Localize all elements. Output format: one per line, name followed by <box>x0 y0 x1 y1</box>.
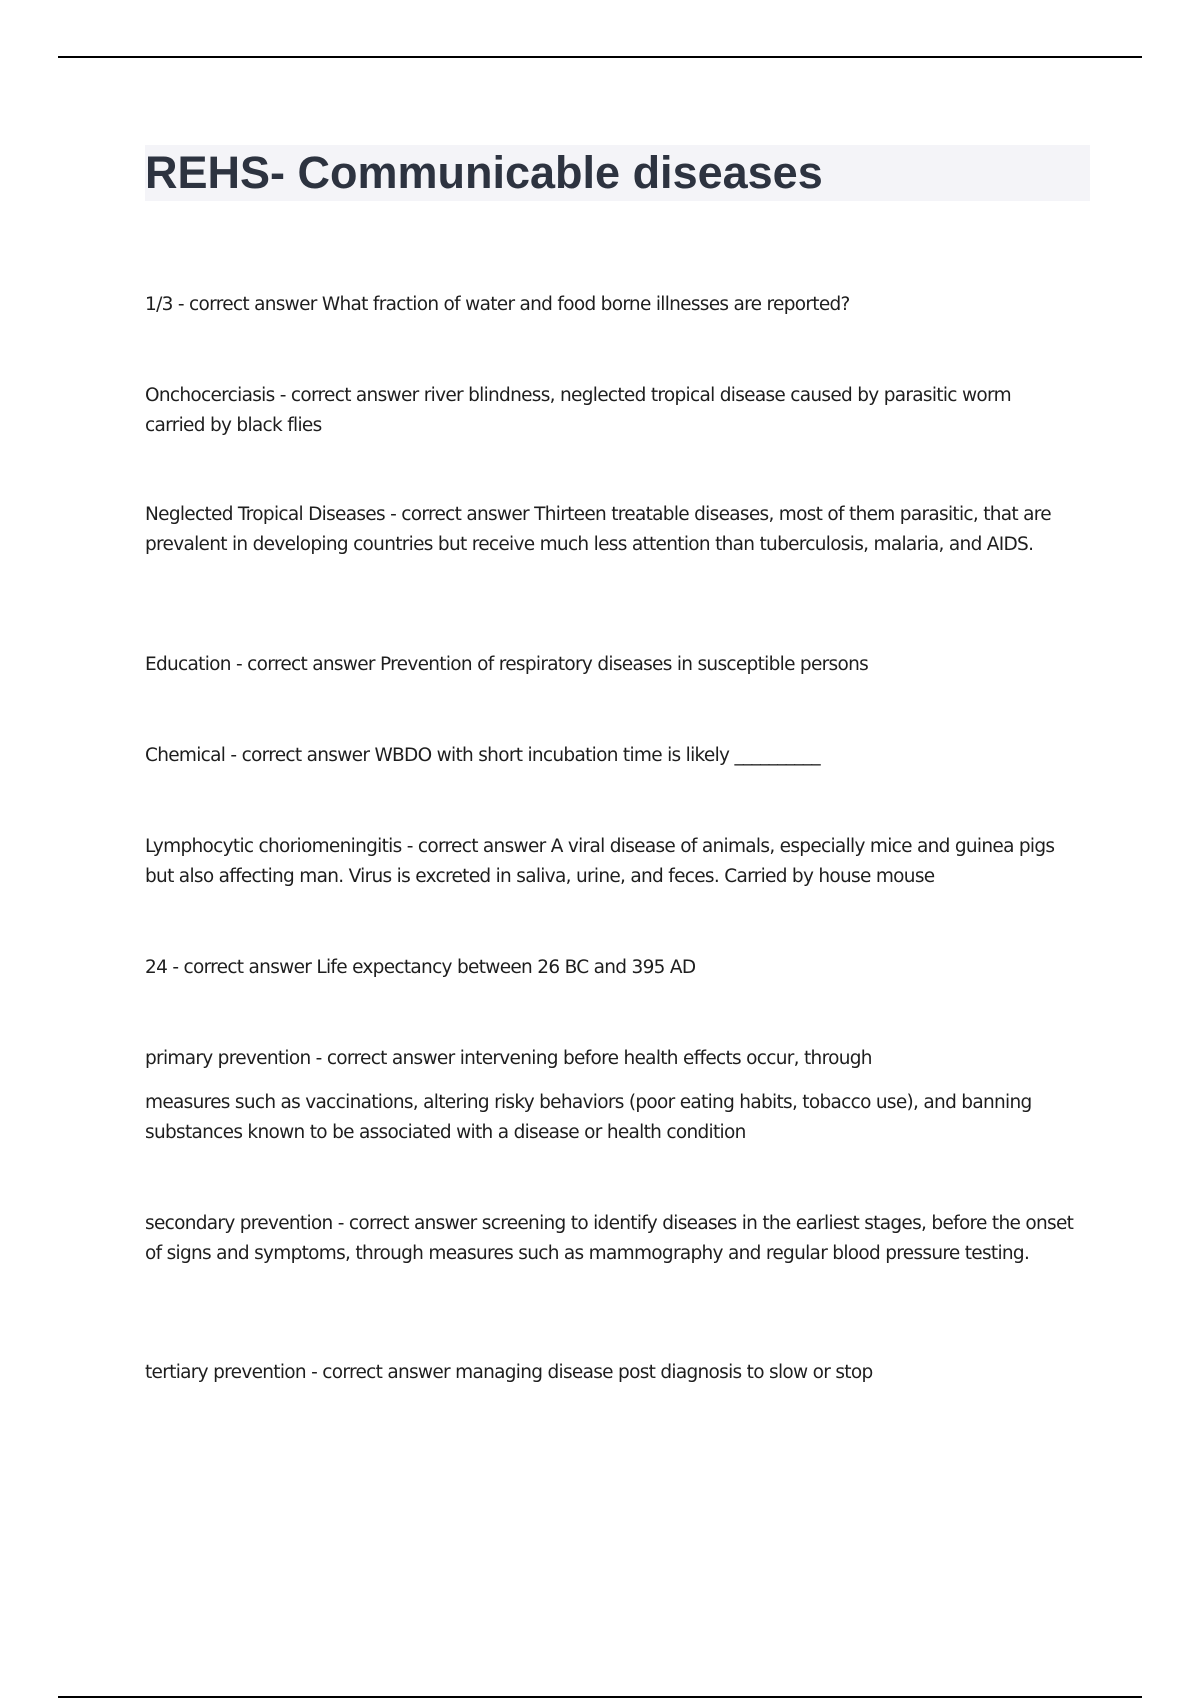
qa-item-6 <box>145 832 1075 892</box>
qa-item-3 <box>145 500 1075 560</box>
qa-item-8 <box>145 1044 1075 1148</box>
bottom-rule <box>58 1696 1142 1698</box>
qa-term: Neglected Tropical Diseases <box>145 504 385 525</box>
qa-definition: What fraction of water and food borne illnesses are reported? <box>321 294 850 315</box>
qa-separator: - correct answer <box>310 1048 460 1069</box>
qa-item-10 <box>145 1358 1075 1388</box>
qa-item-2 <box>145 381 1075 441</box>
qa-term: 24 <box>145 957 168 978</box>
qa-term: Lymphocytic choriomeningitis <box>145 836 402 857</box>
qa-definition: Life expectancy between 26 BC and 395 AD <box>316 957 696 978</box>
qa-separator: - correct answer <box>384 504 535 525</box>
qa-separator: - correct answer <box>401 836 551 857</box>
qa-definition: managing disease post diagnosis to slow or stop <box>455 1362 873 1383</box>
qa-definition: screening to identify diseases in the earliest stages, before the onset of signs and symptoms, through measures such as mammography and regular blood pressure testing. <box>145 1213 1074 1264</box>
qa-item-1 <box>145 290 1075 320</box>
qa-definition: intervening before health effects occur, through <box>459 1048 872 1069</box>
qa-separator: - correct answer <box>225 745 375 766</box>
qa-item-7 <box>145 953 1075 983</box>
qa-separator: - correct answer <box>230 654 381 675</box>
qa-term: primary prevention <box>145 1048 311 1069</box>
qa-definition: WBDO with short incubation time is likely __________ <box>374 745 820 766</box>
top-rule <box>58 56 1142 58</box>
qa-separator: - correct answer <box>172 294 322 315</box>
qa-term: Education <box>145 654 231 675</box>
qa-separator: - correct answer <box>167 957 317 978</box>
qa-term: tertiary prevention <box>145 1362 306 1383</box>
qa-separator: - correct answer <box>274 385 424 406</box>
qa-term: 1/3 <box>145 294 173 315</box>
qa-definition-continuation: measures such as vaccinations, altering risky behaviors (poor eating habits, tobacco use), and banning substances known to be associated with a disease or health condition <box>145 1092 1032 1143</box>
qa-definition: river blindness, neglected tropical disease caused by parasitic worm carried by black flies <box>145 385 1011 436</box>
qa-item-9 <box>145 1209 1075 1269</box>
qa-term: Onchocerciasis <box>145 385 275 406</box>
qa-separator: - correct answer <box>305 1362 456 1383</box>
qa-item-4 <box>145 650 1075 680</box>
qa-term: Chemical <box>145 745 226 766</box>
qa-definition: Prevention of respiratory diseases in susceptible persons <box>380 654 869 675</box>
qa-term: secondary prevention <box>145 1213 333 1234</box>
qa-separator: - correct answer <box>332 1213 482 1234</box>
qa-definition: A viral disease of animals, especially mice and guinea pigs but also affecting man. Virus is excreted in saliva, urine, and feces. Carried by house mouse <box>145 836 1055 887</box>
qa-definition: Thirteen treatable diseases, most of them parasitic, that are prevalent in developing countries but receive much less attention than tuberculosis, malaria, and AIDS. <box>145 504 1051 555</box>
page-title: REHS- Communicable diseases <box>145 147 823 198</box>
qa-item-5 <box>145 741 1075 771</box>
